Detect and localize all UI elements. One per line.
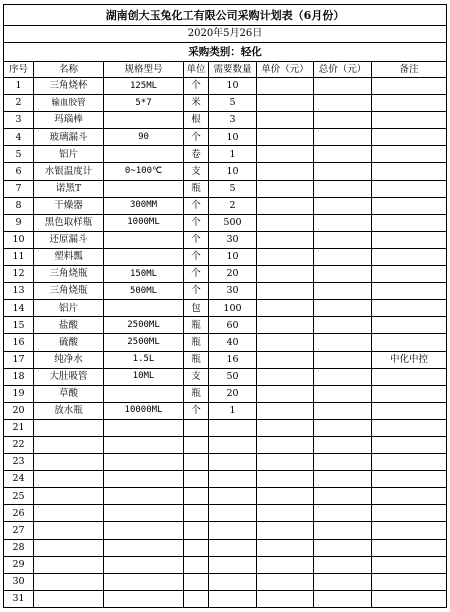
table-row [4, 197, 447, 214]
row-no: 13 [4, 283, 34, 300]
header-name: 名称 [34, 62, 104, 78]
row-total [314, 283, 372, 300]
row-remark [372, 248, 447, 265]
table-row [4, 317, 447, 334]
row-unit [184, 488, 209, 505]
row-qty [209, 419, 257, 436]
table-row [4, 163, 447, 180]
row-remark [372, 454, 447, 471]
table-row [4, 283, 447, 300]
row-spec [104, 385, 184, 402]
row-price [257, 300, 314, 317]
row-name: 纯净水 [34, 351, 104, 368]
row-total [314, 436, 372, 453]
row-no: 15 [4, 317, 34, 334]
row-qty: 50 [209, 368, 257, 385]
row-total [314, 231, 372, 248]
row-unit: 卷 [184, 146, 209, 163]
row-unit [184, 522, 209, 539]
row-unit [184, 573, 209, 590]
row-spec [104, 522, 184, 539]
row-unit: 个 [184, 129, 209, 146]
row-total [314, 402, 372, 419]
row-spec [104, 436, 184, 453]
row-no: 22 [4, 436, 34, 453]
row-total [314, 522, 372, 539]
row-name [34, 505, 104, 522]
row-spec: 2500ML [104, 317, 184, 334]
row-remark [372, 402, 447, 419]
purchase-category: 采购类别：轻化 [4, 43, 447, 62]
row-unit [184, 505, 209, 522]
row-spec: 150ML [104, 266, 184, 283]
table-row [4, 146, 447, 163]
row-remark [372, 368, 447, 385]
table-row [4, 402, 447, 419]
row-price [257, 419, 314, 436]
row-total [314, 539, 372, 556]
row-total [314, 334, 372, 351]
row-qty [209, 556, 257, 573]
row-name: 草酸 [34, 385, 104, 402]
table-row [4, 556, 447, 573]
table-row [4, 78, 447, 95]
row-no: 27 [4, 522, 34, 539]
row-remark [372, 231, 447, 248]
row-unit: 个 [184, 283, 209, 300]
row-unit: 包 [184, 300, 209, 317]
row-total [314, 454, 372, 471]
row-total [314, 248, 372, 265]
row-price [257, 95, 314, 112]
table-row [4, 522, 447, 539]
row-no: 9 [4, 214, 34, 231]
table-row [4, 334, 447, 351]
header-no: 序号 [4, 62, 34, 78]
header-qty: 需要数量 [209, 62, 257, 78]
row-price [257, 214, 314, 231]
row-remark [372, 163, 447, 180]
row-spec: 10ML [104, 368, 184, 385]
row-price [257, 505, 314, 522]
row-qty: 500 [209, 214, 257, 231]
row-no: 19 [4, 385, 34, 402]
row-spec: 5*7 [104, 95, 184, 112]
row-spec [104, 146, 184, 163]
row-total [314, 78, 372, 95]
row-no: 5 [4, 146, 34, 163]
row-spec [104, 539, 184, 556]
row-no: 30 [4, 573, 34, 590]
row-no: 8 [4, 197, 34, 214]
row-name: 三角烧杯 [34, 78, 104, 95]
row-unit: 支 [184, 163, 209, 180]
row-spec [104, 471, 184, 488]
row-unit [184, 471, 209, 488]
row-unit: 瓶 [184, 317, 209, 334]
row-no: 20 [4, 402, 34, 419]
row-total [314, 214, 372, 231]
row-remark [372, 590, 447, 607]
table-row [4, 95, 447, 112]
row-remark [372, 129, 447, 146]
row-remark [372, 78, 447, 95]
row-qty: 20 [209, 385, 257, 402]
row-no: 17 [4, 351, 34, 368]
row-remark [372, 556, 447, 573]
row-total [314, 180, 372, 197]
purchase-plan-table [3, 4, 447, 608]
row-remark [372, 385, 447, 402]
row-remark [372, 197, 447, 214]
row-name [34, 488, 104, 505]
table-row [4, 471, 447, 488]
row-remark [372, 283, 447, 300]
row-name [34, 471, 104, 488]
row-name: 玛瑙棒 [34, 112, 104, 129]
row-unit: 个 [184, 78, 209, 95]
table-row [4, 248, 447, 265]
row-name: 硫酸 [34, 334, 104, 351]
row-no: 1 [4, 78, 34, 95]
sheet-date: 2020年5月26日 [4, 26, 447, 43]
row-qty [209, 590, 257, 607]
row-name: 诺黑T [34, 180, 104, 197]
row-no: 11 [4, 248, 34, 265]
row-price [257, 471, 314, 488]
row-spec [104, 419, 184, 436]
row-unit: 个 [184, 266, 209, 283]
row-remark [372, 522, 447, 539]
row-total [314, 146, 372, 163]
row-name [34, 522, 104, 539]
table-row [4, 351, 447, 368]
table-row [4, 539, 447, 556]
row-name: 三角烧瓶 [34, 283, 104, 300]
row-unit: 个 [184, 197, 209, 214]
row-no: 14 [4, 300, 34, 317]
sheet-title: 湖南创大玉兔化工有限公司采购计划表（6月份） [4, 5, 447, 26]
row-remark [372, 317, 447, 334]
row-total [314, 573, 372, 590]
table-row [4, 573, 447, 590]
table-row [4, 436, 447, 453]
row-unit: 个 [184, 231, 209, 248]
row-remark [372, 95, 447, 112]
row-no: 29 [4, 556, 34, 573]
row-qty: 1 [209, 402, 257, 419]
row-total [314, 505, 372, 522]
row-qty: 16 [209, 351, 257, 368]
row-remark [372, 488, 447, 505]
row-price [257, 402, 314, 419]
row-no: 18 [4, 368, 34, 385]
row-name: 盐酸 [34, 317, 104, 334]
row-no: 31 [4, 590, 34, 607]
row-qty: 1 [209, 146, 257, 163]
row-name [34, 556, 104, 573]
row-name [34, 590, 104, 607]
row-remark [372, 471, 447, 488]
header-price: 单价（元） [257, 62, 314, 78]
row-remark [372, 334, 447, 351]
row-unit: 瓶 [184, 385, 209, 402]
row-name: 黑色取样瓶 [34, 214, 104, 231]
row-remark [372, 112, 447, 129]
table-row [4, 214, 447, 231]
row-price [257, 590, 314, 607]
row-unit [184, 539, 209, 556]
row-no: 6 [4, 163, 34, 180]
header-total: 总价（元） [314, 62, 372, 78]
row-name [34, 436, 104, 453]
row-remark [372, 300, 447, 317]
row-name [34, 454, 104, 471]
row-remark [372, 539, 447, 556]
row-total [314, 112, 372, 129]
row-total [314, 129, 372, 146]
row-qty: 5 [209, 180, 257, 197]
row-qty: 20 [209, 266, 257, 283]
row-unit: 瓶 [184, 351, 209, 368]
table-row [4, 231, 447, 248]
row-unit: 个 [184, 402, 209, 419]
table-row [4, 300, 447, 317]
row-name: 放水瓶 [34, 402, 104, 419]
table-row [4, 368, 447, 385]
table-row [4, 454, 447, 471]
row-spec [104, 231, 184, 248]
row-no: 2 [4, 95, 34, 112]
row-qty [209, 573, 257, 590]
row-total [314, 95, 372, 112]
row-total [314, 368, 372, 385]
row-qty: 30 [209, 231, 257, 248]
row-qty: 60 [209, 317, 257, 334]
purchase-plan-sheet [3, 4, 446, 608]
row-price [257, 231, 314, 248]
row-qty: 40 [209, 334, 257, 351]
row-total [314, 317, 372, 334]
row-no: 24 [4, 471, 34, 488]
row-price [257, 283, 314, 300]
row-name: 大肚吸管 [34, 368, 104, 385]
row-price [257, 351, 314, 368]
row-price [257, 573, 314, 590]
row-price [257, 266, 314, 283]
row-price [257, 317, 314, 334]
row-price [257, 146, 314, 163]
row-total [314, 385, 372, 402]
table-row [4, 112, 447, 129]
row-price [257, 129, 314, 146]
row-spec: 500ML [104, 283, 184, 300]
row-qty: 100 [209, 300, 257, 317]
row-qty [209, 436, 257, 453]
table-row [4, 385, 447, 402]
row-name [34, 419, 104, 436]
header-unit: 单位 [184, 62, 209, 78]
row-qty [209, 471, 257, 488]
row-name: 输血胶管 [34, 95, 104, 112]
row-price [257, 488, 314, 505]
row-spec [104, 573, 184, 590]
row-price [257, 334, 314, 351]
row-name: 三角烧瓶 [34, 266, 104, 283]
row-qty: 5 [209, 95, 257, 112]
row-total [314, 300, 372, 317]
row-spec [104, 454, 184, 471]
row-qty [209, 522, 257, 539]
row-name: 还原漏斗 [34, 231, 104, 248]
row-total [314, 197, 372, 214]
row-qty: 10 [209, 78, 257, 95]
row-qty: 10 [209, 248, 257, 265]
row-total [314, 351, 372, 368]
row-spec [104, 248, 184, 265]
row-qty: 30 [209, 283, 257, 300]
row-no: 25 [4, 488, 34, 505]
row-remark [372, 266, 447, 283]
row-price [257, 163, 314, 180]
table-row [4, 180, 447, 197]
row-remark [372, 505, 447, 522]
row-name: 水银温度计 [34, 163, 104, 180]
row-price [257, 539, 314, 556]
row-no: 28 [4, 539, 34, 556]
row-unit: 个 [184, 248, 209, 265]
row-price [257, 454, 314, 471]
row-spec: 125ML [104, 78, 184, 95]
row-no: 4 [4, 129, 34, 146]
row-remark [372, 146, 447, 163]
table-row [4, 129, 447, 146]
row-no: 10 [4, 231, 34, 248]
row-price [257, 436, 314, 453]
row-qty: 2 [209, 197, 257, 214]
row-unit [184, 556, 209, 573]
row-remark: 中化中控 [372, 351, 447, 368]
row-unit: 瓶 [184, 180, 209, 197]
row-spec: 300MM [104, 197, 184, 214]
row-name: 铝片 [34, 146, 104, 163]
row-unit: 支 [184, 368, 209, 385]
row-qty [209, 505, 257, 522]
row-spec [104, 300, 184, 317]
row-remark [372, 419, 447, 436]
row-no: 12 [4, 266, 34, 283]
row-total [314, 556, 372, 573]
row-unit: 根 [184, 112, 209, 129]
column-header-row [4, 62, 447, 78]
row-total [314, 471, 372, 488]
row-name: 干燥器 [34, 197, 104, 214]
row-price [257, 78, 314, 95]
row-qty [209, 488, 257, 505]
row-name: 玻璃漏斗 [34, 129, 104, 146]
row-spec: 0~100℃ [104, 163, 184, 180]
row-remark [372, 214, 447, 231]
row-spec [104, 505, 184, 522]
row-total [314, 488, 372, 505]
row-no: 7 [4, 180, 34, 197]
row-remark [372, 180, 447, 197]
row-price [257, 197, 314, 214]
row-qty: 10 [209, 163, 257, 180]
row-spec: 1.5L [104, 351, 184, 368]
row-price [257, 248, 314, 265]
row-remark [372, 573, 447, 590]
row-price [257, 522, 314, 539]
row-no: 23 [4, 454, 34, 471]
row-unit: 瓶 [184, 334, 209, 351]
table-row [4, 590, 447, 607]
row-spec [104, 556, 184, 573]
row-spec [104, 590, 184, 607]
row-qty: 10 [209, 129, 257, 146]
row-spec: 2500ML [104, 334, 184, 351]
row-remark [372, 436, 447, 453]
table-row [4, 488, 447, 505]
row-spec [104, 180, 184, 197]
row-spec: 10000ML [104, 402, 184, 419]
row-name [34, 539, 104, 556]
row-unit [184, 454, 209, 471]
row-qty [209, 539, 257, 556]
row-total [314, 266, 372, 283]
row-qty: 3 [209, 112, 257, 129]
row-total [314, 419, 372, 436]
row-total [314, 163, 372, 180]
row-qty [209, 454, 257, 471]
table-row [4, 266, 447, 283]
table-row [4, 505, 447, 522]
row-unit: 米 [184, 95, 209, 112]
row-no: 3 [4, 112, 34, 129]
row-spec [104, 112, 184, 129]
row-price [257, 368, 314, 385]
row-no: 16 [4, 334, 34, 351]
row-price [257, 180, 314, 197]
row-name: 塑料瓢 [34, 248, 104, 265]
row-unit [184, 419, 209, 436]
table-row [4, 419, 447, 436]
row-unit [184, 590, 209, 607]
row-no: 26 [4, 505, 34, 522]
row-unit: 个 [184, 214, 209, 231]
row-price [257, 385, 314, 402]
header-spec: 规格型号 [104, 62, 184, 78]
row-price [257, 556, 314, 573]
row-name: 铝片 [34, 300, 104, 317]
row-unit [184, 436, 209, 453]
row-no: 21 [4, 419, 34, 436]
row-spec: 90 [104, 129, 184, 146]
row-spec [104, 488, 184, 505]
row-name [34, 573, 104, 590]
row-total [314, 590, 372, 607]
row-price [257, 112, 314, 129]
header-remark: 备注 [372, 62, 447, 78]
row-spec: 1000ML [104, 214, 184, 231]
